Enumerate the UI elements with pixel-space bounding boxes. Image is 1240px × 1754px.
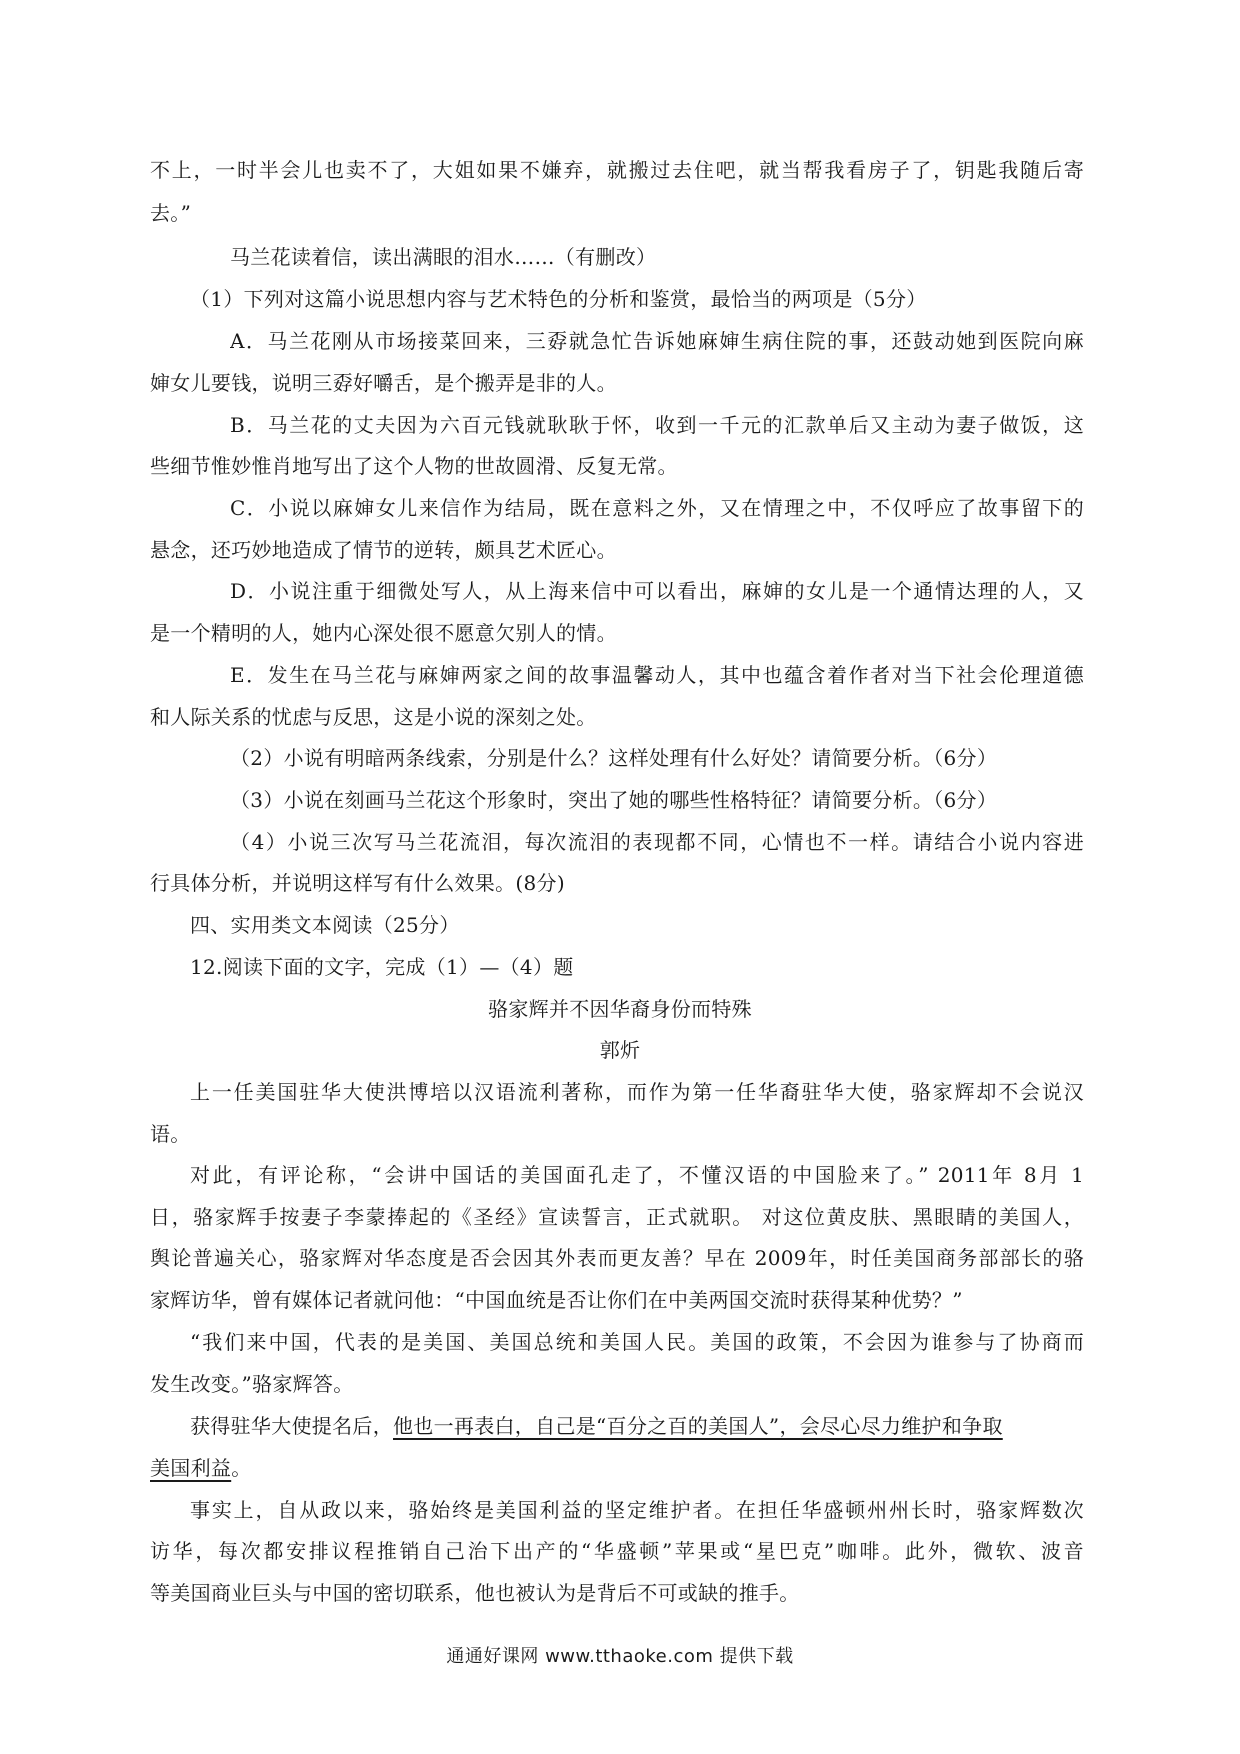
option-c-line: 悬念，还巧妙地造成了情节的逆转，颇具艺术匠心。	[150, 538, 617, 562]
option-a-line: 婶女儿要钱，说明三孬好嚼舌，是个搬弄是非的人。	[150, 371, 617, 395]
article-paragraph-line: 日，骆家辉手按妻子李蒙捧起的《圣经》宣读誓言，正式就职。 对这位黄皮肤、黑眼睛的美国人，	[150, 1205, 1084, 1229]
option-a-line: A．马兰花刚从市场接菜回来，三孬就急忙告诉她麻婶生病住院的事，还鼓动她到医院向麻	[230, 329, 1084, 353]
article-paragraph-line: 事实上，自从政以来，骆始终是美国利益的坚定维护者。在担任华盛顿州州长时，骆家辉数次	[190, 1498, 1084, 1522]
question-4-line: （4）小说三次写马兰花流泪，每次流泪的表现都不同，心情也不一样。请结合小说内容进	[230, 830, 1084, 854]
article-paragraph-line	[150, 1454, 252, 1482]
article-paragraph-line	[190, 1412, 1084, 1440]
question-2: （2）小说有明暗两条线索，分别是什么？这样处理有什么好处？请简要分析。（6分）	[230, 746, 998, 770]
page-footer: 通通好课网 www.tthaoke.com 提供下载	[446, 1646, 794, 1667]
article-paragraph-line: 对此，有评论称，“会讲中国话的美国面孔走了，不懂汉语的中国脸来了。” 2011年 8月 1	[190, 1163, 1084, 1187]
article-paragraph-line: 舆论普遍关心，骆家辉对华态度是否会因其外表而更友善？早在 2009年，时任美国商务部部长的骆	[150, 1246, 1084, 1270]
article-paragraph-line: 等美国商业巨头与中国的密切联系，他也被认为是背后不可或缺的推手。	[150, 1581, 800, 1605]
story-closing-line: 马兰花读着信，读出满眼的泪水……（有删改）	[230, 245, 657, 269]
article-title: 骆家辉并不因华裔身份而特殊	[488, 997, 752, 1021]
story-text-line: 去。”	[150, 201, 192, 225]
article-paragraph-line: 上一任美国驻华大使洪博培以汉语流利著称，而作为第一任华裔驻华大使，骆家辉却不会说汉	[190, 1080, 1084, 1104]
section-heading: 四、实用类文本阅读（25分）	[190, 913, 460, 937]
option-e-line: 和人际关系的忧虑与反思，这是小说的深刻之处。	[150, 705, 597, 729]
story-text-line: 不上，一时半会儿也卖不了，大姐如果不嫌弃，就搬过去住吧，就当帮我看房子了，钥匙我随后寄	[150, 158, 1084, 182]
article-paragraph-line: 发生改变。”骆家辉答。	[150, 1372, 354, 1396]
article-paragraph-line: “我们来中国，代表的是美国、美国总统和美国人民。美国的政策，不会因为谁参与了协商而	[190, 1330, 1084, 1354]
underlined-text: 他也一再表白，自己是“百分之百的美国人”，会尽心尽力维护和争取	[393, 1414, 1003, 1438]
option-d-line: 是一个精明的人，她内心深处很不愿意欠别人的情。	[150, 621, 617, 645]
option-e-line: E．发生在马兰花与麻婶两家之间的故事温馨动人，其中也蕴含着作者对当下社会伦理道德	[230, 663, 1084, 687]
option-b-line: B．马兰花的丈夫因为六百元钱就耿耿于怀，收到一千元的汇款单后又主动为妻子做饭，这	[230, 413, 1084, 437]
option-b-line: 些细节惟妙惟肖地写出了这个人物的世故圆滑、反复无常。	[150, 454, 678, 478]
question-4-line: 行具体分析，并说明这样写有什么效果。(8分)	[150, 871, 565, 895]
question-3: （3）小说在刻画马兰花这个形象时，突出了她的哪些性格特征？请简要分析。（6分）	[230, 788, 998, 812]
article-paragraph-line: 访华，每次都安排议程推销自己治下出产的“华盛顿”苹果或“星巴克”咖啡。此外，微软、波音	[150, 1539, 1084, 1563]
article-paragraph-line: 语。	[150, 1122, 191, 1146]
article-author: 郭炘	[599, 1038, 641, 1062]
option-c-line: C．小说以麻婶女儿来信作为结局，既在意料之外，又在情理之中，不仅呼应了故事留下的	[230, 496, 1084, 520]
article-text: 获得驻华大使提名后，	[190, 1414, 393, 1438]
article-text: 。	[231, 1456, 252, 1480]
section-instruction: 12.阅读下面的文字，完成（1）—（4）题	[190, 955, 574, 979]
question-1: （1）下列对这篇小说思想内容与艺术特色的分析和鉴赏，最恰当的两项是（5分）	[190, 287, 927, 311]
article-paragraph-line: 家辉访华，曾有媒体记者就问他：“中国血统是否让你们在中美两国交流时获得某种优势？”	[150, 1288, 963, 1312]
underlined-text: 美国利益	[150, 1456, 232, 1480]
option-d-line: D．小说注重于细微处写人，从上海来信中可以看出，麻婶的女儿是一个通情达理的人，又	[230, 579, 1084, 603]
